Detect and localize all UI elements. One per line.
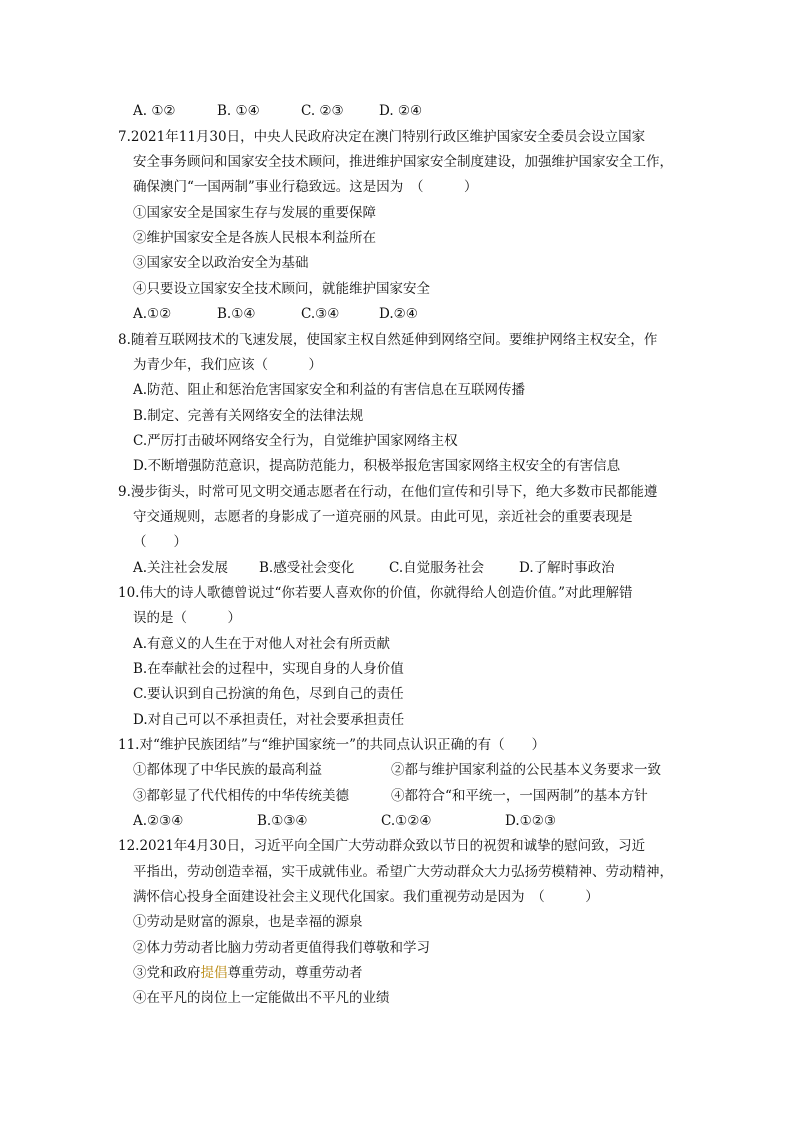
q10-option-c: C.要认识到自己扮演的角色，尽到自己的责任	[133, 686, 404, 702]
choice-c: C.自觉服务社会	[389, 560, 485, 576]
choice-c: C. ②③	[301, 103, 344, 119]
q11-item-1: ①都体现了中华民族的最高利益	[133, 762, 322, 778]
choice-a: A. ①②	[133, 103, 176, 119]
q10-stem-line2: 误的是（ ）	[133, 610, 241, 626]
q10-option-d: D.对自己可以不承担责任，对社会要承担责任	[133, 712, 405, 728]
q12-item-1: ①劳动是财富的源泉，也是幸福的源泉	[133, 914, 363, 930]
choice-b: B. ①④	[217, 103, 260, 119]
choice-d: D.了解时事政治	[519, 560, 615, 576]
q10-option-b: B.在奉献社会的过程中，实现自身的人身价值	[133, 661, 404, 677]
choice-b: B.①④	[217, 306, 256, 322]
q8-option-b: B.制定、完善有关网络安全的法律法规	[133, 408, 364, 424]
q7-item-3: ③国家安全以政治安全为基础	[133, 255, 309, 271]
choice-a: A.①②	[133, 306, 172, 322]
q9-stem-line3: （ ）	[133, 534, 187, 550]
q10-stem-line1: 10.伟大的诗人歌德曾说过“你若要人喜欢你的价值，你就得给人创造价值。”对此理解错	[118, 585, 633, 601]
q9-stem-line1: 9.漫步街头，时常可见文明交通志愿者在行动，在他们宣传和引导下，绝大多数市民都能遵	[118, 484, 658, 500]
q12-item-3-part1: ③党和政府	[133, 965, 201, 981]
prev-question-choices	[133, 101, 422, 121]
q8-option-d: D.不断增强防范意识，提高防范能力，积极举报危害国家网络主权安全的有害信息	[133, 458, 621, 474]
choice-d: D. ②④	[379, 103, 423, 119]
q11-stem: 11.对“维护民族团结”与“维护国家统一”的共同点认识正确的有（ ）	[118, 737, 546, 753]
q7-stem-line3: 确保澳门“一国两制”事业行稳致远。这是因为 （ ）	[133, 179, 478, 195]
q11-items-row1	[133, 760, 661, 780]
q7-stem-line1: 7.2021年11月30日，中央人民政府决定在澳门特别行政区维护国家安全委员会设立国家	[118, 129, 646, 145]
choice-d: D.②④	[379, 306, 418, 322]
q12-item-3	[133, 963, 363, 983]
choice-a: A.②③④	[133, 813, 184, 829]
q7-choices	[133, 304, 418, 324]
q11-item-4: ④都符合“和平统一，一国两制”的基本方针	[391, 788, 648, 804]
choice-b: B.感受社会变化	[259, 560, 355, 576]
q12-item-4: ④在平凡的岗位上一定能做出不平凡的业绩	[133, 990, 390, 1006]
q12-item-2: ②体力劳动者比脑力劳动者更值得我们尊敬和学习	[133, 940, 430, 956]
q12-stem-line1: 12.2021年4月30日，习近平向全国广大劳动群众致以节日的祝贺和诚挚的慰问致，习近	[118, 838, 646, 854]
q12-stem-line3: 满怀信心投身全面建设社会主义现代化国家。我们重视劳动是因为 （ ）	[133, 889, 599, 905]
q9-choices	[133, 558, 615, 578]
q8-option-a: A.防范、阻止和惩治危害国家安全和利益的有害信息在互联网传播	[133, 382, 526, 398]
choice-c: C.①②④	[381, 813, 432, 829]
choice-c: C.③④	[301, 306, 340, 322]
q12-stem-line2: 平指出，劳动创造幸福，实干成就伟业。希望广大劳动群众大力弘扬劳模精神、劳动精神，	[133, 864, 673, 880]
q11-choices	[133, 811, 556, 831]
q7-item-4: ④只要设立国家安全技术顾问，就能维护国家安全	[133, 281, 430, 297]
q11-items-row2	[133, 786, 648, 806]
choice-b: B.①③④	[257, 813, 308, 829]
q11-item-3: ③都彰显了代代相传的中华传统美德	[133, 788, 349, 804]
q12-item-3-part2: 尊重劳动，尊重劳动者	[227, 965, 363, 981]
q7-item-2: ②维护国家安全是各族人民根本利益所在	[133, 230, 376, 246]
q8-option-c: C.严厉打击破坏网络安全行为，自觉维护国家网络主权	[133, 433, 458, 449]
choice-a: A.关注社会发展	[133, 560, 229, 576]
q9-stem-line2: 守交通规则，志愿者的身影成了一道亮丽的风景。由此可见，亲近社会的重要表现是	[133, 509, 633, 525]
q12-item-3-highlight: 提倡	[200, 965, 228, 981]
q10-option-a: A.有意义的人生在于对他人对社会有所贡献	[133, 636, 391, 652]
q7-item-1: ①国家安全是国家生存与发展的重要保障	[133, 205, 376, 221]
q7-stem-line2: 安全事务顾问和国家安全技术顾问，推进维护国家安全制度建设，加强维护国家安全工作，	[133, 154, 673, 170]
choice-d: D.①②③	[505, 813, 556, 829]
q8-stem-line2: 为青少年，我们应该（ ）	[133, 357, 322, 373]
q11-item-2: ②都与维护国家利益的公民基本义务要求一致	[391, 762, 661, 778]
q8-stem-line1: 8.随着互联网技术的飞速发展，使国家主权自然延伸到网络空间。要维护网络主权安全，作	[118, 332, 658, 348]
